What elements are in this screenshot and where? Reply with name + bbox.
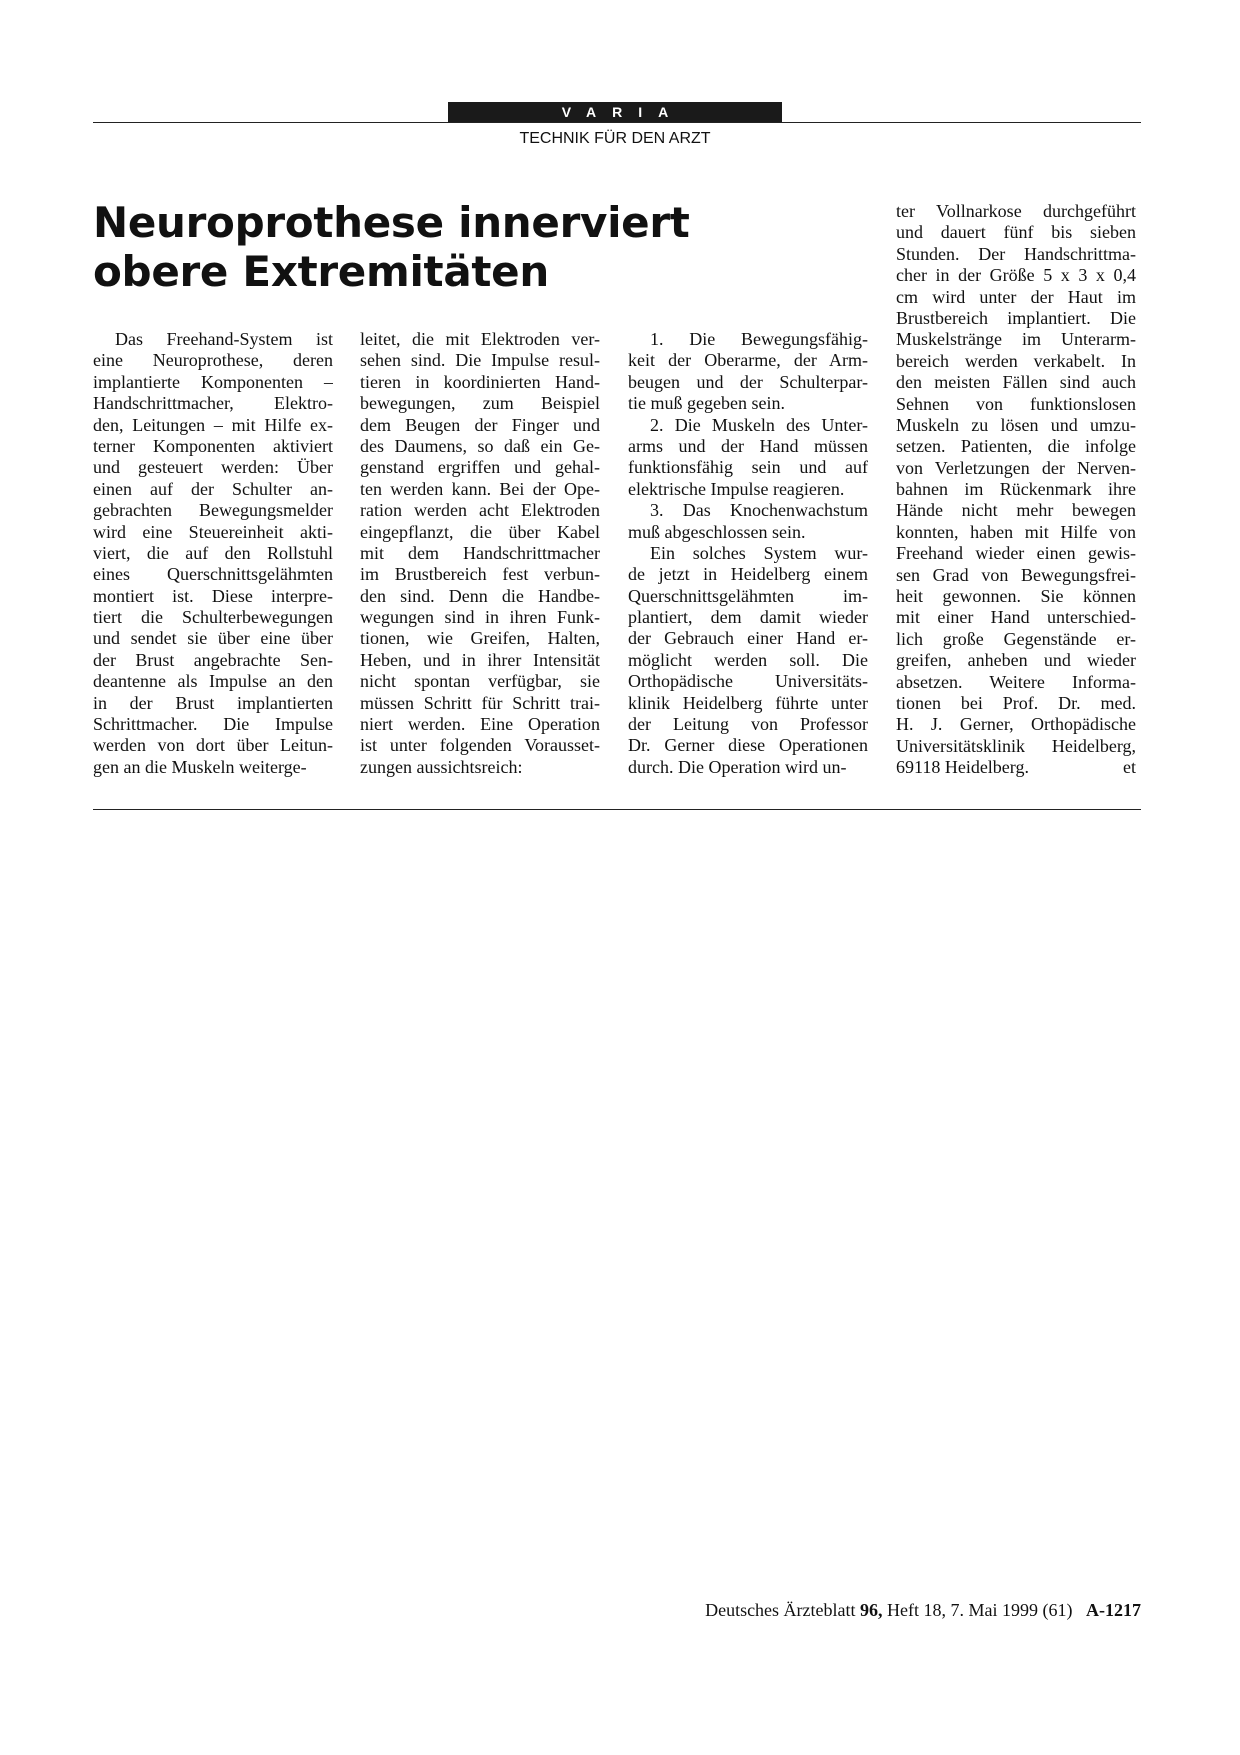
article-text-line: tie muß gegeben sein. (628, 393, 785, 414)
article-text-line: Stunden. Der Handschrittma- (896, 243, 1136, 264)
article-text-line: 1. Die Bewegungsfähig- (650, 329, 868, 349)
article-text-line: H. J. Gerner, Orthopädische (896, 714, 1136, 735)
article-text-line: ration werden acht Elektroden (360, 500, 600, 521)
article-text-line: des Daumens, so daß ein Ge- (360, 435, 600, 456)
article-bottom-rule (93, 809, 1141, 810)
article-text-line: im Brustbereich fest verbun- (360, 564, 600, 585)
article-text-line: zungen aussichtsreich: (360, 756, 523, 777)
article-column-2 (360, 329, 600, 778)
article-text-line: den meisten Fällen sind auch (896, 372, 1136, 393)
article-text-line: und gesteuert werden: Über (93, 457, 333, 478)
article-text-line: bewegungen, zum Beispiel (360, 393, 600, 414)
article-text-line: nicht spontan verfügbar, sie (360, 671, 600, 692)
article-title-line: Neuroprothese innerviert (93, 198, 690, 247)
article-text-line: mit dem Handschrittmacher (360, 542, 600, 563)
article-text-line: 3. Das Knochenwachstum (650, 500, 868, 521)
article-text-line: leitet, die mit Elektroden ver- (360, 329, 600, 349)
article-text-line: ter Vollnarkose durchgeführt (896, 201, 1136, 221)
article-column-4 (896, 201, 1136, 779)
subsection-label: TECHNIK FÜR DEN ARZT (519, 130, 711, 147)
article-text-line: wird eine Steuereinheit akti- (93, 521, 333, 542)
footer-volume: 96, (860, 1600, 883, 1620)
article-text-line: werden von dort über Leitun- (93, 735, 333, 756)
article-text-line: durch. Die Operation wird un- (628, 756, 847, 777)
article-text-line: und dauert fünf bis sieben (896, 222, 1136, 243)
article-text-line: der Gebrauch einer Hand er- (628, 628, 868, 649)
article-text-line: Querschnittsgelähmten im- (628, 585, 868, 606)
article-text-line: bahnen im Rückenmark ihre (896, 479, 1136, 500)
article-title-line: obere Extremitäten (93, 247, 549, 296)
article-text-line: sehen sind. Die Impulse resul- (360, 350, 600, 371)
article-text-line: einen auf der Schulter an- (93, 478, 333, 499)
article-text-line: deantenne als Impulse an den (93, 671, 333, 692)
article-column-1 (93, 329, 333, 778)
article-text-line: dem Beugen der Finger und (360, 414, 600, 435)
article-text-line: sen Grad von Bewegungsfrei- (896, 564, 1136, 585)
article-text-line: eine Neuroprothese, deren (93, 350, 333, 371)
article-text-line: 2. Die Muskeln des Unter- (650, 414, 868, 435)
article-text-line: und sendet sie über eine über (93, 628, 333, 649)
article-text-line: müssen Schritt für Schritt trai- (360, 692, 600, 713)
article-text-line: von Verletzungen der Nerven- (896, 457, 1136, 478)
article-text-line: klinik Heidelberg führte unter (628, 692, 868, 713)
article-text-line: Ein solches System wur- (650, 542, 868, 563)
article-text-line: möglicht werden soll. Die (628, 649, 868, 670)
article-text-line: greifen, anheben und wieder (896, 650, 1136, 671)
article-text-line: lich große Gegenstände er- (896, 628, 1136, 649)
article-text-line: gebrachten Bewegungsmelder (93, 500, 333, 521)
article-text-line: muß abgeschlossen sein. (628, 521, 806, 542)
author-signature: et (1123, 757, 1136, 778)
article-text-line: Brustbereich implantiert. Die (896, 307, 1136, 328)
article-text-line: tionen bei Prof. Dr. med. (896, 692, 1136, 713)
article-title (93, 198, 713, 296)
footer-issue-date: Heft 18, 7. Mai 1999 (61) (882, 1600, 1086, 1620)
article-text-line: Universitätsklinik Heidelberg, (896, 735, 1136, 756)
article-text-line: de jetzt in Heidelberg einem (628, 564, 868, 585)
article-text-line: eines Querschnittsgelähmten (93, 564, 333, 585)
article-text-line: Das Freehand-System ist (115, 329, 333, 349)
article-text-line: montiert ist. Diese interpre- (93, 585, 333, 606)
article-text-line: elektrische Impulse reagieren. (628, 478, 845, 499)
article-text-line: tionen, wie Greifen, Halten, (360, 628, 600, 649)
article-text-line: Sehnen von funktionslosen (896, 393, 1136, 414)
article-text-line: absetzen. Weitere Informa- (896, 671, 1136, 692)
page-footer (705, 1599, 1141, 1621)
article-text-line: Muskelstränge im Unterarm- (896, 329, 1136, 350)
article-text-line: Dr. Gerner diese Operationen (628, 735, 868, 756)
article-text-line: Handschrittmacher, Elektro- (93, 393, 333, 414)
article-text-line: der Leitung von Professor (628, 714, 868, 735)
article-text-line: mit einer Hand unterschied- (896, 607, 1136, 628)
article-text-line: Orthopädische Universitäts- (628, 671, 868, 692)
article-column-3 (628, 329, 868, 778)
article-text-line: funktionsfähig sein und auf (628, 457, 868, 478)
header-rule (93, 122, 1141, 123)
article-text-line: konnten, haben mit Hilfe von (896, 521, 1136, 542)
article-text-line: Hände nicht mehr bewegen (896, 500, 1136, 521)
article-text-line: ten werden kann. Bei der Ope- (360, 478, 600, 499)
article-text-line: viert, die auf den Rollstuhl (93, 542, 333, 563)
article-text-line: tieren in koordinierten Hand- (360, 371, 600, 392)
article-text-line: terner Komponenten aktiviert (93, 435, 333, 456)
article-text-line: genstand ergriffen und gehal- (360, 457, 600, 478)
article-text-line: heit gewonnen. Sie können (896, 586, 1136, 607)
article-text-line: tiert die Schulterbewegungen (93, 607, 333, 628)
article-text-line: beugen und der Schulterpar- (628, 371, 868, 392)
article-text-line: Heben, und in ihrer Intensität (360, 649, 600, 670)
article-text-line: keit der Oberarme, der Arm- (628, 350, 868, 371)
article-text-line: cher in der Größe 5 x 3 x 0,4 (896, 265, 1136, 286)
article-text-line: Muskeln zu lösen und umzu- (896, 414, 1136, 435)
footer-page-number: A-1217 (1086, 1600, 1141, 1620)
section-label: VARIA (448, 102, 782, 122)
article-text-line: implantierte Komponenten – (93, 371, 333, 392)
article-text-line: den, Leitungen – mit Hilfe ex- (93, 414, 333, 435)
article-text-line: gen an die Muskeln weiterge- (93, 756, 307, 777)
article-text-line: wegungen sind in ihren Funk- (360, 607, 600, 628)
article-text-line: der Brust angebrachte Sen- (93, 649, 333, 670)
article-text-line: ist unter folgenden Vorausset- (360, 735, 600, 756)
article-text-line: arms und der Hand müssen (628, 435, 868, 456)
article-text-line: cm wird unter der Haut im (896, 286, 1136, 307)
article-text-line: plantiert, dem damit wieder (628, 607, 868, 628)
article-text-line: bereich werden verkabelt. In (896, 350, 1136, 371)
article-text-line: Freehand wieder einen gewis- (896, 543, 1136, 564)
article-text-line: eingepflanzt, die über Kabel (360, 521, 600, 542)
article-text-line: 69118 Heidelberg. et (896, 757, 1136, 778)
article-text-line: Schrittmacher. Die Impulse (93, 714, 333, 735)
article-text-line: den sind. Denn die Handbe- (360, 585, 600, 606)
article-text-line: setzen. Patienten, die infolge (896, 436, 1136, 457)
article-text-line: niert werden. Eine Operation (360, 714, 600, 735)
article-text-line: in der Brust implantierten (93, 692, 333, 713)
footer-journal: Deutsches Ärzteblatt (705, 1600, 861, 1620)
